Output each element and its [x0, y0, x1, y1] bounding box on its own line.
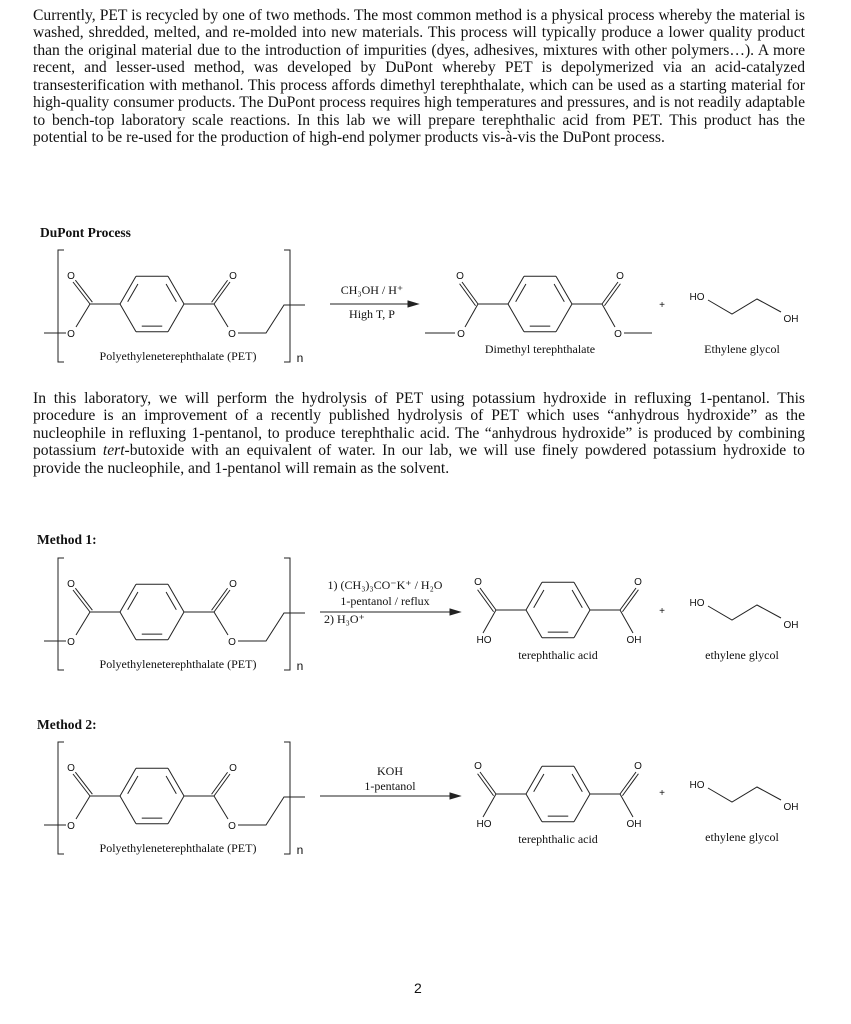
ring-bond — [168, 304, 184, 332]
repeat-n: n — [296, 351, 304, 365]
terephthalic-acid-structure — [474, 761, 642, 846]
ring-bond — [526, 794, 542, 822]
ring-double-bond — [166, 776, 176, 794]
bond — [76, 304, 90, 327]
oxygen-atom: O — [616, 271, 624, 282]
reagent-line1: CH₃OH / H⁺ — [340, 283, 404, 297]
bond — [214, 612, 228, 635]
ring-double-bond — [572, 774, 582, 792]
ring-bond — [120, 768, 136, 796]
pet-structure — [44, 250, 305, 365]
double-bond — [75, 280, 92, 302]
double-bond — [480, 772, 496, 794]
double-bond — [480, 588, 496, 610]
bracket-right — [284, 742, 290, 854]
page-number: 2 — [414, 980, 422, 996]
reagent-line3: 2) H₃O⁺ — [324, 612, 365, 626]
ring-bond — [120, 276, 136, 304]
double-bond — [73, 590, 90, 612]
oxygen-atom: O — [229, 271, 237, 282]
product2-label: ethylene glycol — [705, 830, 779, 844]
ring-double-bond — [572, 590, 582, 608]
ethylene-glycol-structure — [659, 780, 798, 844]
hydroxyl-label: HO — [476, 635, 492, 646]
double-bond — [604, 284, 620, 306]
ring-double-bond — [516, 284, 526, 302]
arrow-head-icon — [450, 793, 460, 799]
oxygen-atom: O — [457, 329, 465, 340]
hydroxyl-label: OH — [783, 620, 799, 631]
ring-bond — [556, 304, 572, 332]
ring-bond — [574, 582, 590, 610]
reactant-label: Polyethyleneterephthalate (PET) — [99, 349, 257, 363]
method-paragraph-italic: tert — [102, 442, 125, 460]
ring-double-bond — [166, 284, 176, 302]
double-bond — [75, 588, 92, 610]
oxygen-atom: O — [229, 579, 237, 590]
ring-bond — [574, 766, 590, 794]
double-bond — [73, 774, 90, 796]
glycol-chain — [708, 299, 781, 314]
product1-label: Dimethyl terephthalate — [484, 342, 596, 356]
ethylene-linker — [238, 305, 305, 333]
bracket-right — [284, 250, 290, 362]
oxygen-atom: O — [67, 763, 75, 774]
plus-sign: + — [659, 788, 665, 799]
hydroxyl-label: HO — [689, 292, 705, 303]
oxygen-atom: O — [228, 329, 236, 340]
reagent-line2: 1-pentanol — [364, 779, 416, 793]
double-bond — [478, 590, 494, 612]
ring-bond — [526, 610, 542, 638]
ring-double-bond — [128, 776, 138, 794]
reagent-line2: 1-pentanol / reflux — [340, 594, 430, 608]
bond — [620, 610, 633, 633]
hydroxyl-label: OH — [783, 802, 799, 813]
oxygen-atom: O — [67, 637, 75, 648]
ring-double-bond — [128, 284, 138, 302]
ring-bond — [120, 584, 136, 612]
product1-label: terephthalic acid — [518, 832, 598, 846]
oxygen-atom: O — [474, 577, 482, 588]
ring-bond — [168, 612, 184, 640]
oxygen-atom: O — [614, 329, 622, 340]
double-bond — [214, 590, 230, 612]
oxygen-atom: O — [67, 271, 75, 282]
ring-bond — [120, 304, 136, 332]
hydroxyl-label: HO — [689, 780, 705, 791]
ring-bond — [508, 304, 524, 332]
double-bond — [478, 774, 494, 796]
ring-bond — [574, 610, 590, 638]
double-bond — [214, 282, 230, 304]
reagent-line2: High T, P — [349, 307, 395, 321]
pet-structure — [44, 742, 305, 857]
double-bond — [214, 774, 230, 796]
bracket-left — [58, 742, 64, 854]
bond — [76, 796, 90, 819]
method-paragraph-part2: -butoxide with an equivalent of water. In our lab, we will use finely powdered potassium hydroxide to provide the nucleophile, and 1-pentanol will remain as the solvent. — [33, 442, 805, 477]
hydroxyl-label: HO — [689, 598, 705, 609]
product1-label: terephthalic acid — [518, 648, 598, 662]
ring-double-bond — [554, 284, 564, 302]
double-bond — [212, 772, 228, 794]
hydroxyl-label: OH — [626, 819, 642, 830]
reagent-line1: KOH — [377, 764, 403, 778]
repeat-n: n — [296, 843, 304, 857]
bond — [214, 304, 228, 327]
method1-heading: Method 1: — [37, 532, 97, 547]
plus-sign: + — [659, 606, 665, 617]
ethylene-glycol-structure — [659, 292, 798, 356]
bond — [483, 610, 496, 633]
product2-label: ethylene glycol — [705, 648, 779, 662]
double-bond — [602, 282, 618, 304]
double-bond — [622, 774, 638, 796]
double-bond — [212, 280, 228, 302]
reactant-label: Polyethyleneterephthalate (PET) — [99, 841, 257, 855]
double-bond — [620, 772, 636, 794]
reactant-label: Polyethyleneterephthalate (PET) — [99, 657, 257, 671]
bracket-right — [284, 558, 290, 670]
bracket-left — [58, 558, 64, 670]
ring-bond — [556, 276, 572, 304]
plus-sign: + — [659, 300, 665, 311]
double-bond — [460, 284, 476, 306]
ring-bond — [168, 276, 184, 304]
double-bond — [212, 588, 228, 610]
hydroxyl-label: OH — [783, 314, 799, 325]
bond — [483, 794, 496, 817]
double-bond — [620, 588, 636, 610]
bond — [602, 304, 615, 327]
repeat-n: n — [296, 659, 304, 673]
ring-bond — [120, 796, 136, 824]
ring-double-bond — [534, 774, 544, 792]
ring-double-bond — [534, 590, 544, 608]
ring-bond — [168, 768, 184, 796]
glycol-chain — [708, 787, 781, 802]
double-bond — [622, 590, 638, 612]
terephthalic-acid-structure — [474, 577, 642, 662]
ring-bond — [526, 582, 542, 610]
double-bond — [75, 772, 92, 794]
bond — [620, 794, 633, 817]
oxygen-atom: O — [634, 761, 642, 772]
ring-bond — [574, 794, 590, 822]
arrow-head-icon — [408, 301, 418, 307]
ring-bond — [508, 276, 524, 304]
dimethyl-terephthalate-structure — [425, 271, 652, 356]
double-bond — [462, 282, 478, 304]
ring-double-bond — [166, 592, 176, 610]
ethylene-linker — [238, 613, 305, 641]
hydroxyl-label: HO — [476, 819, 492, 830]
bond — [214, 796, 228, 819]
ring-double-bond — [128, 592, 138, 610]
bond — [76, 612, 90, 635]
bond — [465, 304, 478, 327]
ring-bond — [120, 612, 136, 640]
intro-paragraph: Currently, PET is recycled by one of two methods. The most common method is a physical process whereby the material is washed, shredded, melted, and re-molded into new materials. This process will typically produce a lower quality product than the original material due to the introduction of impurities (dyes, adhesives, mixtures with other polymers…). A more recent, and lesser-used method, was developed by DuPont whereby PET is depolymerized via an acid-catalyzed transesterification with methanol. This process affords dimethyl terephthalate, which can be used as a starting material for high-quality consumer products. The DuPont process requires high temperatures and pressures, and is not readily adaptable to bench-top laboratory scale reactions. In this lab we will prepare terephthalic acid from PET. This product has the potential to be re-used for the production of high-end polymer products vis-à-vis the DuPont process. — [33, 7, 805, 147]
dupont-heading: DuPont Process — [40, 225, 131, 240]
ring-bond — [168, 584, 184, 612]
product2-label: Ethylene glycol — [704, 342, 780, 356]
reagent-line1: 1) (CH₃)₃CO⁻K⁺ / H₂O — [327, 578, 443, 592]
oxygen-atom: O — [67, 329, 75, 340]
hydroxyl-label: OH — [626, 635, 642, 646]
ring-bond — [168, 796, 184, 824]
method-paragraph-part1: In this laboratory, we will perform the hydrolysis of PET using potassium hydroxide in refluxing 1-pentanol. This procedure is an improvement of a recently published hydrolysis of PET which uses “anhydrous hydroxide” as the nucleophile in refluxing 1-pentanol, to produce terephthalic acid. The “anhydrous hydroxide” is produced by combining potassium — [33, 390, 805, 460]
oxygen-atom: O — [634, 577, 642, 588]
oxygen-atom: O — [67, 821, 75, 832]
oxygen-atom: O — [456, 271, 464, 282]
oxygen-atom: O — [229, 763, 237, 774]
bracket-left — [58, 250, 64, 362]
ring-bond — [526, 766, 542, 794]
oxygen-atom: O — [228, 821, 236, 832]
ethylene-linker — [238, 797, 305, 825]
oxygen-atom: O — [228, 637, 236, 648]
double-bond — [73, 282, 90, 304]
method2-heading: Method 2: — [37, 717, 97, 732]
glycol-chain — [708, 605, 781, 620]
ethylene-glycol-structure — [659, 598, 798, 662]
arrow-head-icon — [450, 609, 460, 615]
oxygen-atom: O — [67, 579, 75, 590]
pet-structure — [44, 558, 305, 673]
oxygen-atom: O — [474, 761, 482, 772]
